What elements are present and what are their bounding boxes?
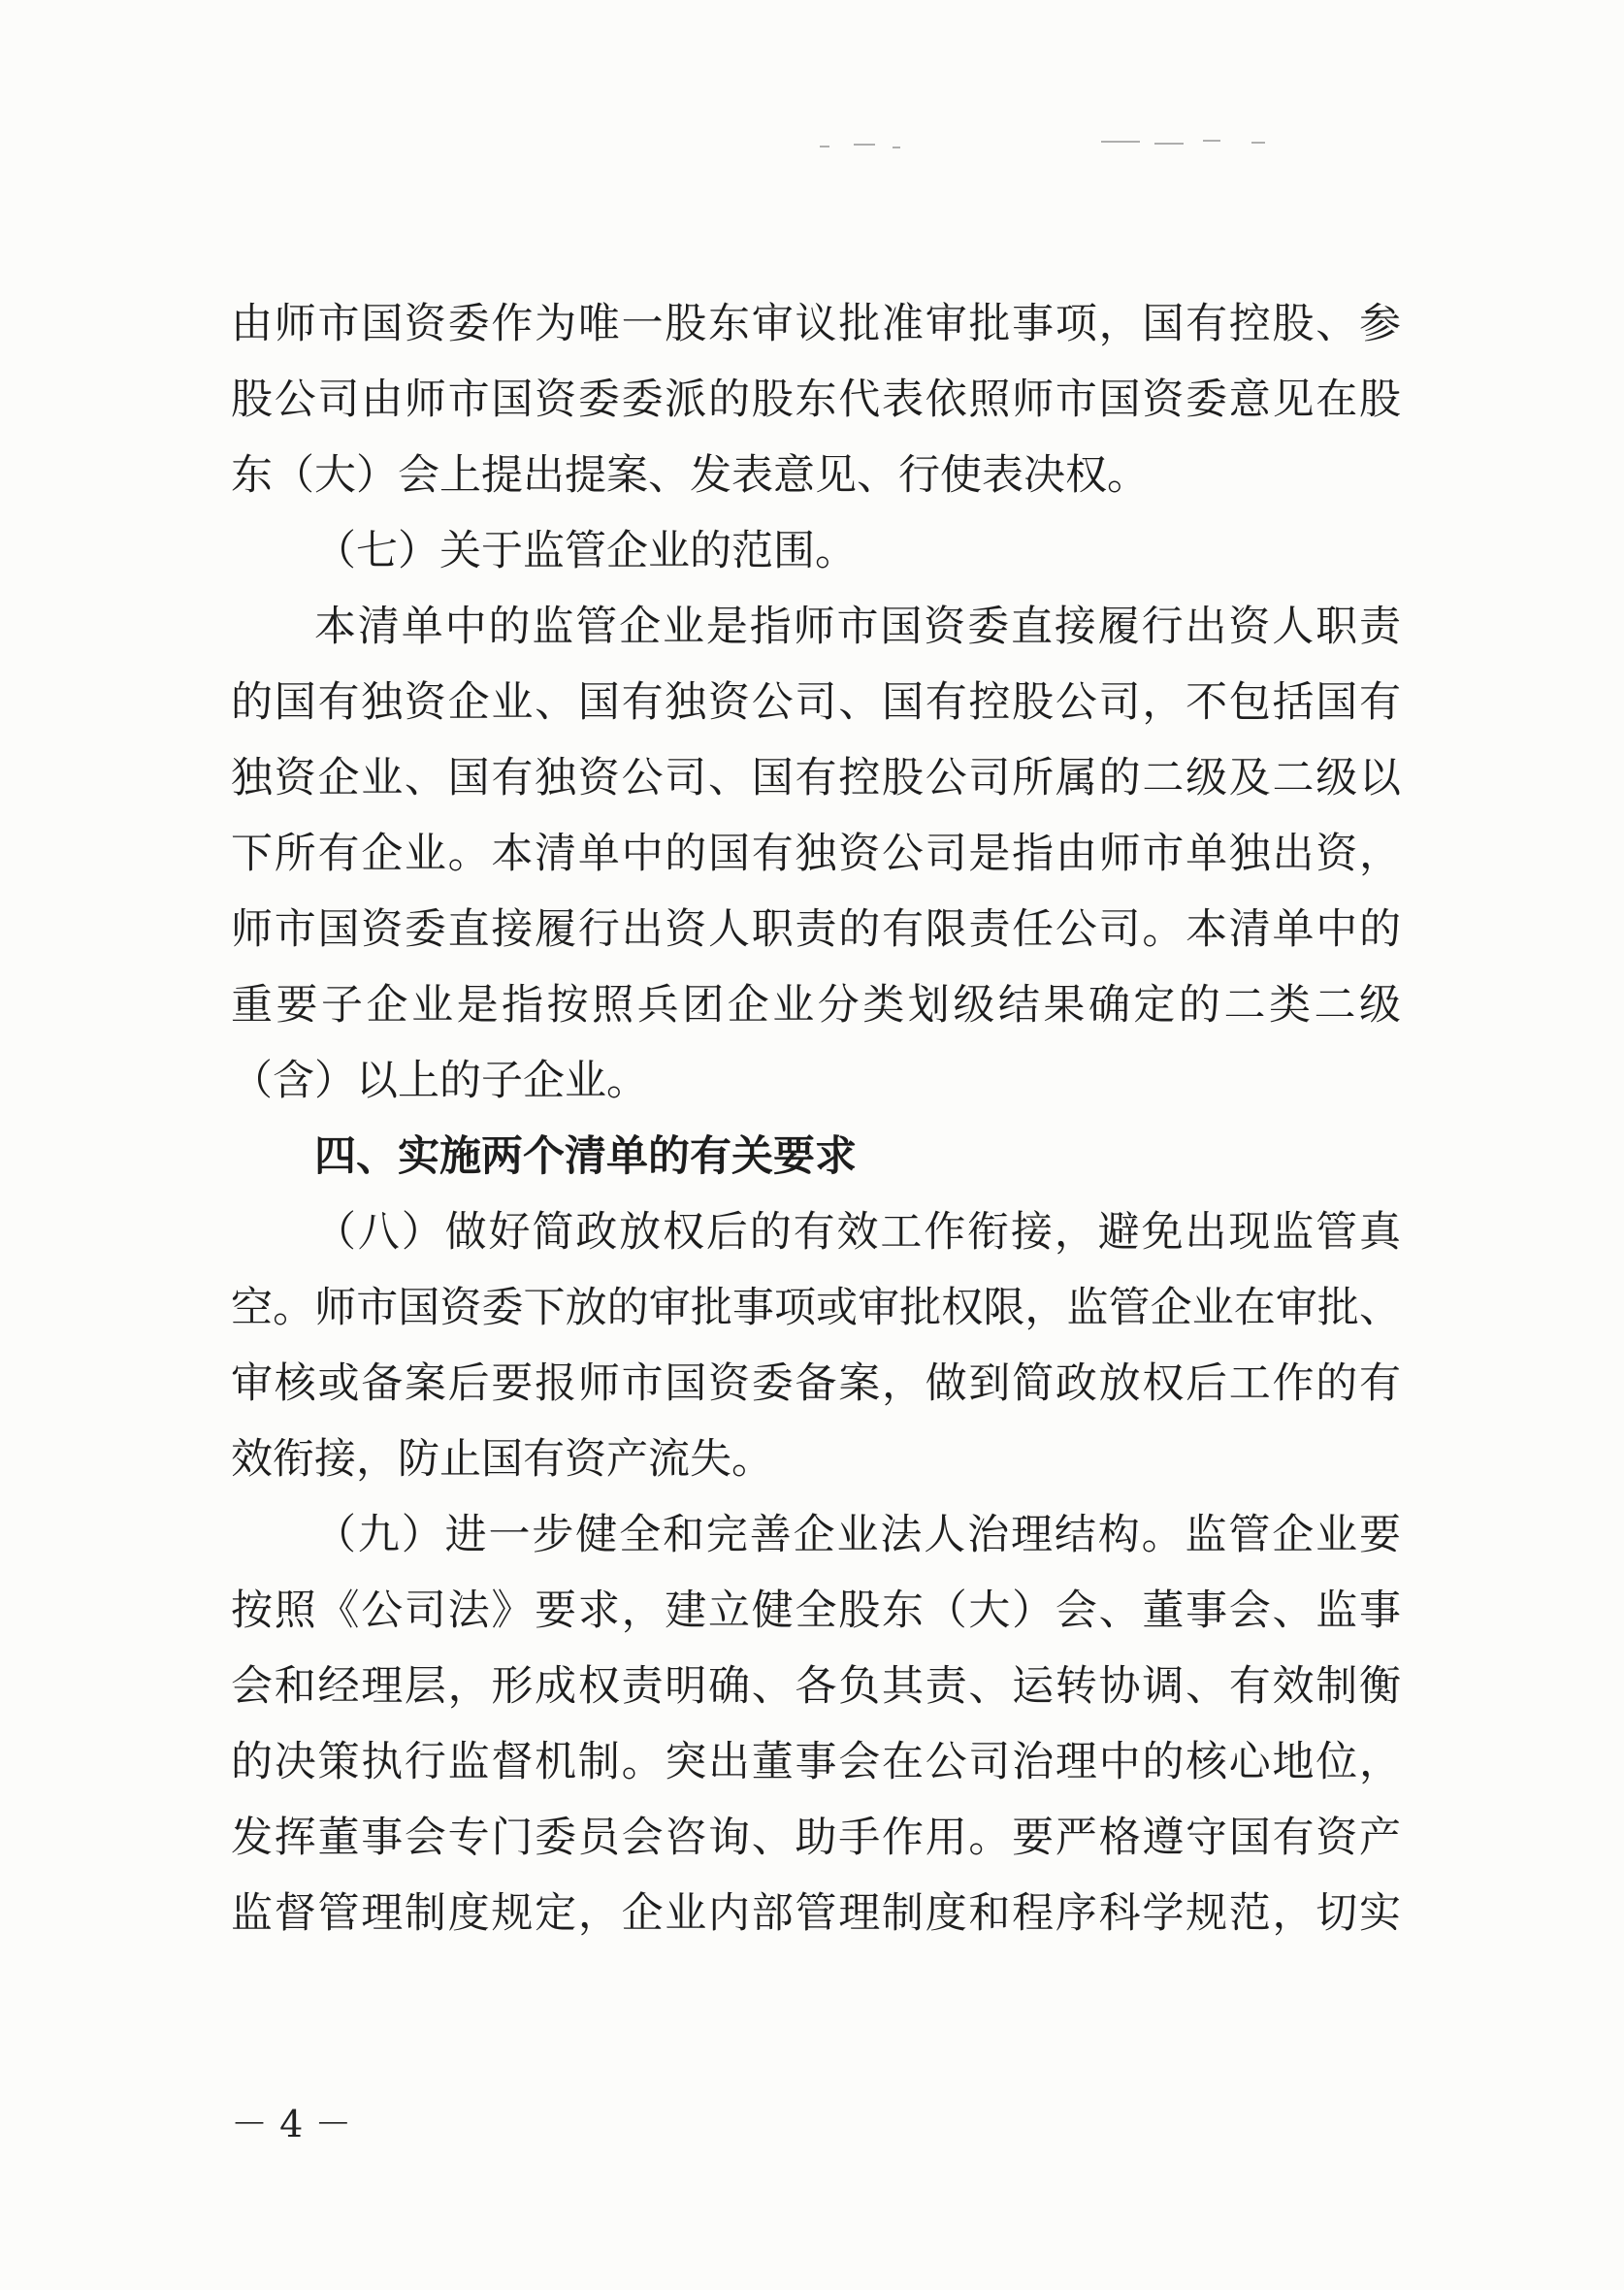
section-heading: 四、实施两个清单的有关要求 [314, 1132, 857, 1181]
page-number: － 4 － [231, 2103, 352, 2145]
paragraph-line: （九）进一步健全和完善企业法人治理结构。监管企业要 [314, 1511, 1401, 1559]
paragraph-line: 按照《公司法》要求，建立健全股东（大）会、董事会、监事 [231, 1587, 1401, 1635]
paragraph-line: 师市国资委直接履行出资人职责的有限责任公司。本清单中的 [231, 905, 1401, 954]
paragraph-line: 审核或备案后要报师市国资委备案，做到简政放权后工作的有 [231, 1359, 1401, 1408]
paragraph-line: 的决策执行监督机制。突出董事会在公司治理中的核心地位， [231, 1738, 1401, 1786]
paragraph-line: 空。师市国资委下放的审批事项或审批权限，监管企业在审批、 [231, 1284, 1401, 1332]
paragraph-line: （八）做好简政放权后的有效工作衔接，避免出现监管真 [314, 1208, 1401, 1257]
paragraph-line: 下所有企业。本清单中的国有独资公司是指由师市单独出资， [231, 830, 1401, 878]
paragraph-line: 的国有独资企业、国有独资公司、国有控股公司，不包括国有 [231, 678, 1401, 727]
paragraph-line: 由师市国资委作为唯一股东审议批准审批事项，国有控股、参 [231, 300, 1401, 348]
paragraph-line: 独资企业、国有独资公司、国有控股公司所属的二级及二级以 [231, 754, 1401, 802]
paragraph-line: 监督管理制度规定，企业内部管理制度和程序科学规范，切实 [231, 1889, 1401, 1938]
paragraph-line: 会和经理层，形成权责明确、各负其责、运转协调、有效制衡 [231, 1662, 1401, 1711]
paragraph-line: 效衔接，防止国有资产流失。 [231, 1435, 773, 1484]
paragraph-line: 股公司由师市国资委委派的股东代表依照师市国资委意见在股 [231, 376, 1401, 424]
document-body [231, 286, 1401, 1951]
paragraph-line: 东（大）会上提出提案、发表意见、行使表决权。 [231, 451, 1149, 500]
paragraph-line: 本清单中的监管企业是指师市国资委直接履行出资人职责 [314, 603, 1401, 651]
section-subheading: （七）关于监管企业的范围。 [314, 527, 857, 575]
paragraph-line: （含）以上的子企业。 [231, 1057, 648, 1105]
paragraph-line: 发挥董事会专门委员会咨询、助手作用。要严格遵守国有资产 [231, 1814, 1401, 1862]
paragraph-line: 重要子企业是指按照兵团企业分类划级结果确定的二类二级 [231, 981, 1401, 1030]
